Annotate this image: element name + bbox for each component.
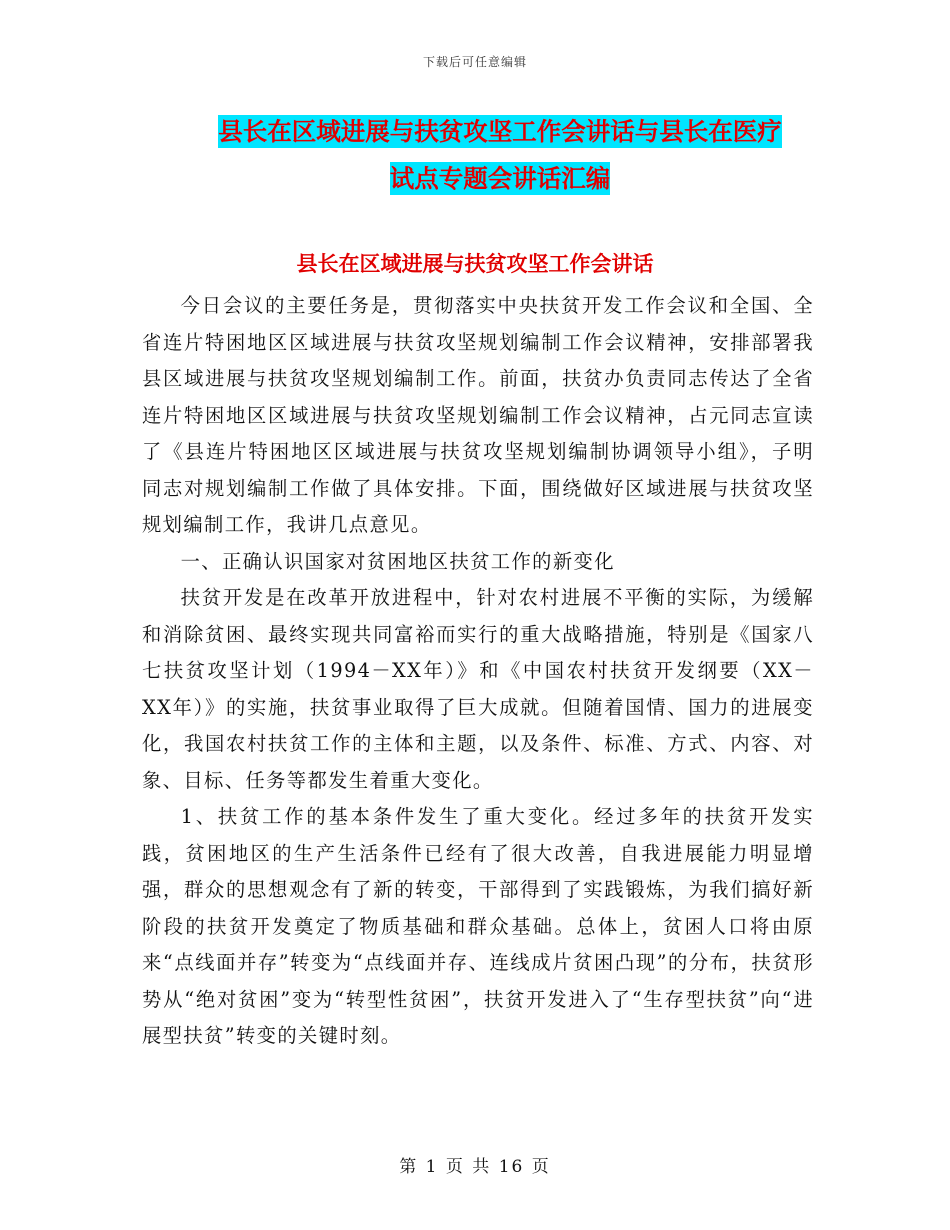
page-number: 第 1 页 共 16 页 — [399, 1157, 551, 1177]
document-title-line-2: 试点专题会讲话汇编 — [389, 164, 611, 193]
paragraph-heading: 一、正确认识国家对贫困地区扶贫工作的新变化 — [180, 549, 615, 573]
document-title-line-1: 县长在区域进展与扶贫攻坚工作会讲话与县长在医疗 — [218, 117, 782, 146]
paragraph: 今日会议的主要任务是，贯彻落实中央扶贫开发工作会议和全国、全省连片特困地区区域进展与扶贫攻坚规划编制工作会议精神，安排部署我县区域进展与扶贫攻坚规划编制工作。前面，扶贫办负责同志传达了全省连片特困地区区域进展与扶贫攻坚规划编制工作会议精神，占元同志宣读了《县连片特困地区区域进展与扶贫攻坚规划编制协调领导小组》，子明同志对规划编制工作做了具体安排。下面，围绕做好区域进展与扶贫攻坚规划编制工作，我讲几点意见。 — [142, 294, 814, 536]
paragraph: 1、扶贫工作的基本条件发生了重大变化。经过多年的扶贫开发实践，贫困地区的生产生活条件已经有了很大改善，自我进展能力明显增强，群众的思想观念有了新的转变，干部得到了实践锻炼，为我们搞好新阶段的扶贫开发奠定了物质基础和群众基础。总体上，贫困人口将由原来“点线面并存”转变为“点线面并存、连线成片贫困凸现”的分布，扶贫形势从“绝对贫困”变为“转型性贫困”，扶贫开发进入了“生存型扶贫”向“进展型扶贫”转变的关键时刻。 — [142, 805, 814, 1047]
document-body — [142, 288, 814, 1055]
paragraph: 扶贫开发是在改革开放进程中，针对农村进展不平衡的实际，为缓解和消除贫困、最终实现共同富裕而实行的重大战略措施，特别是《国家八七扶贫攻坚计划（1994－XX年）》和《中国农村扶贫开发纲要（XX－XX年）》的实施，扶贫事业取得了巨大成就。但随着国情、国力的进展变化，我国农村扶贫工作的主体和主题，以及条件、标准、方式、内容、对象、目标、任务等都发生着重大变化。 — [142, 586, 814, 792]
section-title: 县长在区域进展与扶贫攻坚工作会讲话 — [296, 252, 654, 276]
document-title — [190, 108, 810, 202]
header-note: 下载后可任意编辑 — [422, 55, 527, 69]
